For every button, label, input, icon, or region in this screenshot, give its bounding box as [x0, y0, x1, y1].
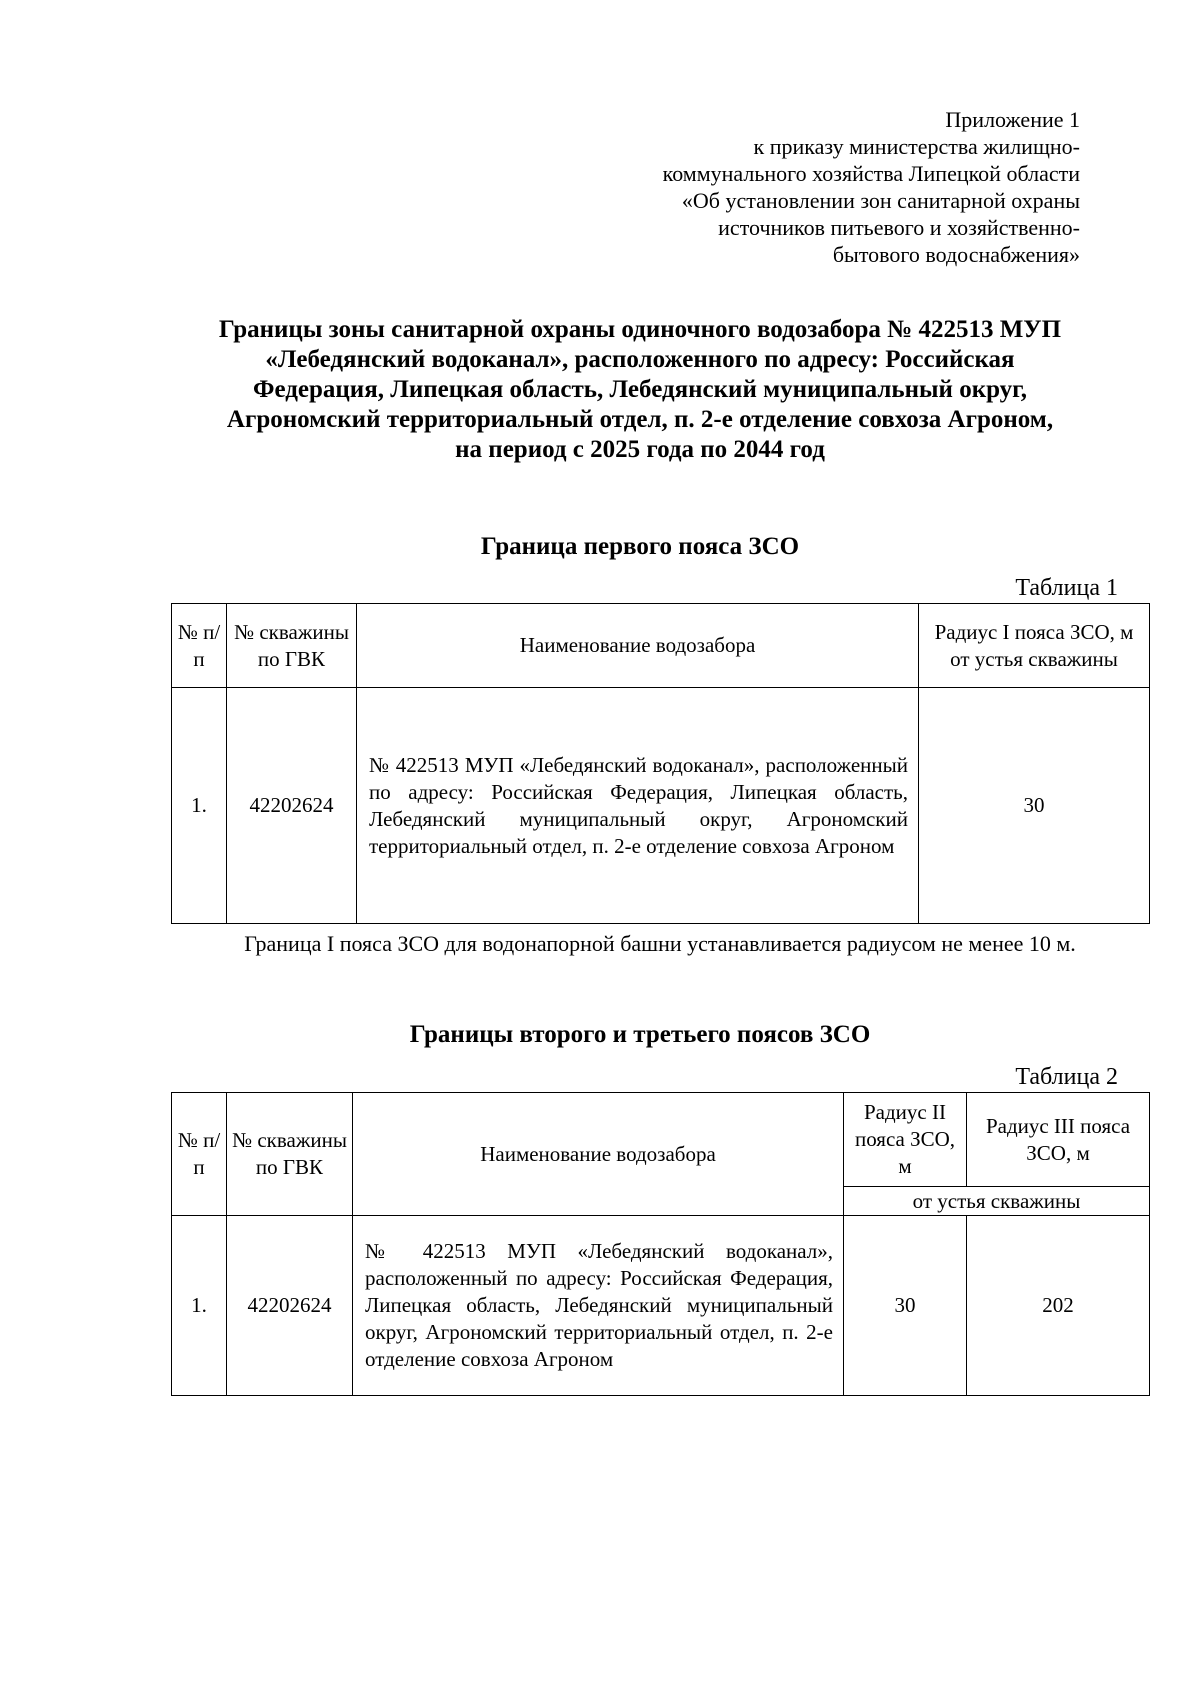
table-row [172, 1216, 1150, 1396]
cell-name: № 422513 МУП «Лебедянский водоканал», расположенный по адресу: Российская Федерация, Липецкая область, Лебедянский муниципальный округ, Агрономский территориальный отдел, п. 2-е отделение совхоза Агроном [357, 688, 919, 924]
section2-title: Границы второго и третьего поясов ЗСО [409, 1021, 871, 1048]
cell-radius1: 30 [919, 688, 1150, 924]
header-radius1: Радиус I пояса ЗСО, м от устья скважины [919, 604, 1150, 688]
table1-note: Граница I пояса ЗСО для водонапорной башни устанавливается радиусом не менее 10 м. [244, 931, 1076, 956]
appendix-line: к приказу министерства жилищно- [753, 134, 1080, 159]
header-well: № скважины по ГВК [227, 604, 357, 688]
header-num: № п/п [172, 1093, 227, 1216]
header-radius3: Радиус III пояса ЗСО, м [967, 1093, 1150, 1187]
table2 [171, 1092, 1150, 1396]
cell-name: № 422513 МУП «Лебедянский водоканал», расположенный по адресу: Российская Федерация, Липецкая область, Лебедянский муниципальный округ, Агрономский территориальный отдел, п. 2-е отделение совхоза Агроном [353, 1216, 844, 1396]
cell-well: 42202624 [227, 688, 357, 924]
header-from-wellhead: от устья скважины [844, 1187, 1150, 1216]
section1-title: Граница первого пояса ЗСО [480, 533, 800, 560]
cell-num: 1. [172, 1216, 227, 1396]
header-radius2: Радиус II пояса ЗСО, м [844, 1093, 967, 1187]
header-num: № п/п [172, 604, 227, 688]
header-well: № скважины по ГВК [227, 1093, 353, 1216]
title-line: Федерация, Липецкая область, Лебедянский муниципальный округ, [253, 376, 1027, 403]
appendix-line: Приложение 1 [945, 107, 1080, 132]
title-line: Границы зоны санитарной охраны одиночного водозабора № 422513 МУП [218, 316, 1062, 343]
appendix-line: коммунального хозяйства Липецкой области [662, 161, 1080, 186]
table2-header-row [172, 1093, 1150, 1187]
table2-label: Таблица 2 [1015, 1064, 1118, 1090]
header-name: Наименование водозабора [353, 1093, 844, 1216]
cell-num: 1. [172, 688, 227, 924]
appendix-line: «Об установлении зон санитарной охраны [681, 188, 1080, 213]
cell-well: 42202624 [227, 1216, 353, 1396]
table1-label: Таблица 1 [1015, 575, 1118, 601]
header-name: Наименование водозабора [357, 604, 919, 688]
table1 [171, 603, 1150, 924]
cell-radius3: 202 [967, 1216, 1150, 1396]
appendix-line: бытового водоснабжения» [832, 242, 1080, 267]
table-row [172, 688, 1150, 924]
title-line: на период с 2025 года по 2044 год [455, 436, 825, 463]
table1-header-row [172, 604, 1150, 688]
appendix-block [663, 106, 1080, 268]
cell-radius2: 30 [844, 1216, 967, 1396]
title-line: «Лебедянский водоканал», расположенного по адресу: Российская [265, 346, 1015, 373]
document-title [160, 315, 1120, 465]
appendix-line: источников питьевого и хозяйственно- [718, 215, 1080, 240]
title-line: Агрономский территориальный отдел, п. 2-е отделение совхоза Агроном, [226, 406, 1054, 433]
